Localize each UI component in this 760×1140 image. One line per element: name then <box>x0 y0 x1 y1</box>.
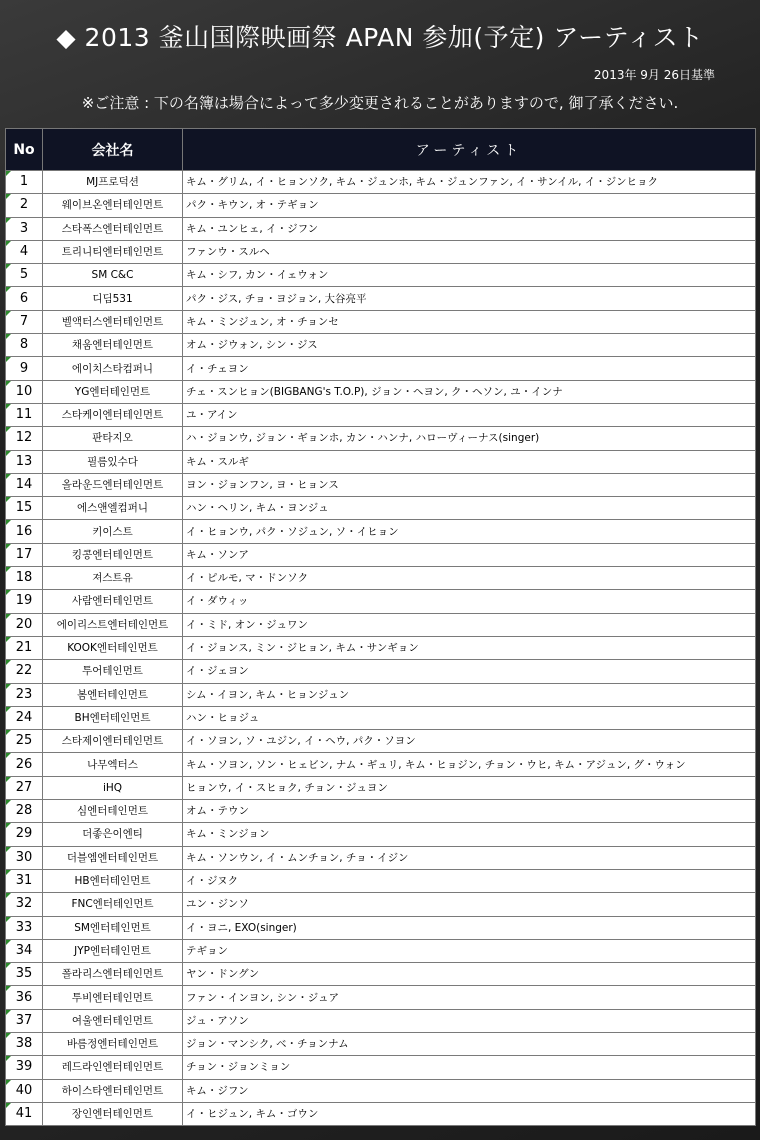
cell-no: 19 <box>6 590 43 613</box>
cell-company: 레드라인엔터테인먼트 <box>43 1056 183 1079</box>
cell-company: 디딤531 <box>43 287 183 310</box>
cell-artist: ジュ・アソン <box>183 1009 756 1032</box>
cell-artist: キム・ミンジュン, オ・チョンセ <box>183 310 756 333</box>
cell-no: 17 <box>6 543 43 566</box>
cell-no: 20 <box>6 613 43 636</box>
cell-company: 나무엑터스 <box>43 753 183 776</box>
cell-company: 트리니티엔터테인먼트 <box>43 240 183 263</box>
cell-company: 킹콩엔터테인먼트 <box>43 543 183 566</box>
cell-no: 23 <box>6 683 43 706</box>
cell-company: FNC엔터테인먼트 <box>43 893 183 916</box>
cell-company: 에스앤엘컴퍼니 <box>43 497 183 520</box>
table-row <box>6 846 756 869</box>
cell-company: SM C&C <box>43 264 183 287</box>
cell-no: 10 <box>6 380 43 403</box>
table-row <box>6 706 756 729</box>
cell-artist: イ・ジヌク <box>183 869 756 892</box>
cell-artist: オム・テウン <box>183 800 756 823</box>
cell-artist: キム・シフ, カン・イェウォン <box>183 264 756 287</box>
cell-company: 채움엔터테인먼트 <box>43 334 183 357</box>
notice-text: ※ご注意 : 下の名簿は場合によって多少変更されることがありますので, 御了承ください. <box>81 94 679 112</box>
artist-table <box>5 128 756 1126</box>
cell-no: 25 <box>6 730 43 753</box>
table-row <box>6 380 756 403</box>
table-row <box>6 310 756 333</box>
page-title: ◆ 2013 釜山国際映画祭 APAN 参加(予定) アーティスト <box>56 23 704 52</box>
header-artist: アーティスト <box>183 129 756 171</box>
cell-no: 39 <box>6 1056 43 1079</box>
table-row <box>6 287 756 310</box>
cell-company: 판타지오 <box>43 427 183 450</box>
cell-company: 웨이브온엔터테인먼트 <box>43 194 183 217</box>
cell-company: 벨액터스엔터테인먼트 <box>43 310 183 333</box>
cell-artist: ヤン・ドングン <box>183 963 756 986</box>
cell-company: 필름있수다 <box>43 450 183 473</box>
cell-no: 3 <box>6 217 43 240</box>
cell-no: 33 <box>6 916 43 939</box>
cell-artist: ファンウ・スルヘ <box>183 240 756 263</box>
cell-artist: イ・ダウィッ <box>183 590 756 613</box>
cell-artist: キム・ソンア <box>183 543 756 566</box>
cell-company: 사람엔터테인먼트 <box>43 590 183 613</box>
cell-artist: シム・イヨン, キム・ヒョンジュン <box>183 683 756 706</box>
table-row <box>6 823 756 846</box>
cell-no: 18 <box>6 567 43 590</box>
table-row <box>6 1056 756 1079</box>
cell-company: 하이스타엔터테인먼트 <box>43 1079 183 1102</box>
cell-artist: キム・ジフン <box>183 1079 756 1102</box>
table-row <box>6 776 756 799</box>
cell-company: iHQ <box>43 776 183 799</box>
cell-artist: ヒョンウ, イ・スヒョク, チョン・ジュヨン <box>183 776 756 799</box>
cell-no: 16 <box>6 520 43 543</box>
cell-company: 봄엔터테인먼트 <box>43 683 183 706</box>
cell-company: 더좋은이엔티 <box>43 823 183 846</box>
cell-artist: ファン・インヨン, シン・ジュア <box>183 986 756 1009</box>
cell-artist: チェ・スンヒョン(BIGBANG's T.O.P), ジョン・ヘヨン, ク・ヘソン, ユ・インナ <box>183 380 756 403</box>
cell-artist: テギョン <box>183 939 756 962</box>
cell-artist: ヨン・ジョンフン, ヨ・ヒョンス <box>183 473 756 496</box>
cell-no: 37 <box>6 1009 43 1032</box>
table-row <box>6 869 756 892</box>
table-row <box>6 240 756 263</box>
cell-artist: ユン・ジンソ <box>183 893 756 916</box>
cell-company: YG엔터테인먼트 <box>43 380 183 403</box>
table-row <box>6 450 756 473</box>
table-row <box>6 497 756 520</box>
table-row <box>6 543 756 566</box>
cell-no: 5 <box>6 264 43 287</box>
cell-company: 에이치스타컴퍼니 <box>43 357 183 380</box>
table-row <box>6 403 756 426</box>
cell-company: MJ프로덕션 <box>43 171 183 194</box>
cell-company: 여울엔터테인먼트 <box>43 1009 183 1032</box>
reference-date: 2013年 9月 26日基準 <box>593 68 715 82</box>
cell-company: 심엔터테인먼트 <box>43 800 183 823</box>
cell-no: 13 <box>6 450 43 473</box>
cell-company: 에이리스트엔터테인먼트 <box>43 613 183 636</box>
table-header-row <box>6 129 756 171</box>
cell-company: HB엔터테인먼트 <box>43 869 183 892</box>
table-row <box>6 264 756 287</box>
cell-no: 11 <box>6 403 43 426</box>
cell-company: 스타폭스엔터테인먼트 <box>43 217 183 240</box>
cell-company: 투비엔터테인먼트 <box>43 986 183 1009</box>
cell-no: 8 <box>6 334 43 357</box>
cell-no: 32 <box>6 893 43 916</box>
cell-artist: キム・ソンウン, イ・ムンチョン, チョ・イジン <box>183 846 756 869</box>
cell-artist: チョン・ジョンミョン <box>183 1056 756 1079</box>
header-company: 会社名 <box>43 129 183 171</box>
table-row <box>6 730 756 753</box>
table-row <box>6 963 756 986</box>
cell-no: 30 <box>6 846 43 869</box>
cell-company: 폴라리스엔터테인먼트 <box>43 963 183 986</box>
cell-artist: キム・ソヨン, ソン・ヒェビン, ナム・ギュリ, キム・ヒョジン, チョン・ウヒ, キム・アジュン, グ・ウォン <box>183 753 756 776</box>
cell-no: 38 <box>6 1032 43 1055</box>
cell-artist: キム・スルギ <box>183 450 756 473</box>
cell-artist: パク・キウン, オ・テギョン <box>183 194 756 217</box>
cell-no: 14 <box>6 473 43 496</box>
cell-no: 4 <box>6 240 43 263</box>
table-row <box>6 217 756 240</box>
table-row <box>6 613 756 636</box>
cell-artist: イ・ヒョンウ, パク・ソジュン, ソ・イヒョン <box>183 520 756 543</box>
table-row <box>6 567 756 590</box>
cell-no: 36 <box>6 986 43 1009</box>
cell-no: 12 <box>6 427 43 450</box>
cell-no: 34 <box>6 939 43 962</box>
table-row <box>6 357 756 380</box>
cell-company: KOOK엔터테인먼트 <box>43 636 183 659</box>
cell-artist: ハ・ジョンウ, ジョン・ギョンホ, カン・ハンナ, ハローヴィーナス(singer) <box>183 427 756 450</box>
cell-company: 져스트유 <box>43 567 183 590</box>
table-row <box>6 916 756 939</box>
table-row <box>6 636 756 659</box>
cell-company: 투어테인먼트 <box>43 660 183 683</box>
table-row <box>6 590 756 613</box>
table-row <box>6 194 756 217</box>
cell-artist: キム・ユンヒェ, イ・ジフン <box>183 217 756 240</box>
cell-no: 15 <box>6 497 43 520</box>
cell-company: 장인엔터테인먼트 <box>43 1102 183 1125</box>
table-row <box>6 660 756 683</box>
cell-company: BH엔터테인먼트 <box>43 706 183 729</box>
cell-artist: イ・ピルモ, マ・ドンソク <box>183 567 756 590</box>
cell-no: 9 <box>6 357 43 380</box>
cell-no: 1 <box>6 171 43 194</box>
table-row <box>6 986 756 1009</box>
cell-artist: オム・ジウォン, シン・ジス <box>183 334 756 357</box>
cell-company: 스타케이엔터테인먼트 <box>43 403 183 426</box>
cell-no: 21 <box>6 636 43 659</box>
cell-company: 키이스트 <box>43 520 183 543</box>
table-row <box>6 473 756 496</box>
cell-no: 27 <box>6 776 43 799</box>
cell-artist: イ・ヨニ, EXO(singer) <box>183 916 756 939</box>
cell-no: 2 <box>6 194 43 217</box>
table-row <box>6 1032 756 1055</box>
cell-artist: ユ・アイン <box>183 403 756 426</box>
table-row <box>6 939 756 962</box>
table-row <box>6 753 756 776</box>
cell-company: 올라운드엔터테인먼트 <box>43 473 183 496</box>
cell-no: 29 <box>6 823 43 846</box>
cell-artist: イ・ヒジュン, キム・ゴウン <box>183 1102 756 1125</box>
table-row <box>6 800 756 823</box>
table-row <box>6 1079 756 1102</box>
cell-no: 24 <box>6 706 43 729</box>
cell-no: 7 <box>6 310 43 333</box>
table-row <box>6 171 756 194</box>
cell-no: 26 <box>6 753 43 776</box>
cell-company: 더블엠엔터테인먼트 <box>43 846 183 869</box>
cell-artist: ジョン・マンシク, ベ・チョンナム <box>183 1032 756 1055</box>
cell-no: 6 <box>6 287 43 310</box>
table-row <box>6 683 756 706</box>
table-row <box>6 1009 756 1032</box>
cell-company: JYP엔터테인먼트 <box>43 939 183 962</box>
cell-company: SM엔터테인먼트 <box>43 916 183 939</box>
cell-no: 31 <box>6 869 43 892</box>
cell-no: 41 <box>6 1102 43 1125</box>
table-row <box>6 893 756 916</box>
cell-no: 40 <box>6 1079 43 1102</box>
cell-artist: イ・ソヨン, ソ・ユジン, イ・ヘウ, パク・ソヨン <box>183 730 756 753</box>
cell-artist: イ・ジョンス, ミン・ジヒョン, キム・サンギョン <box>183 636 756 659</box>
cell-artist: キム・グリム, イ・ヒョンソク, キム・ジュンホ, キム・ジュンファン, イ・サンイル, イ・ジンヒョク <box>183 171 756 194</box>
cell-artist: ハン・ヘリン, キム・ヨンジュ <box>183 497 756 520</box>
table-row <box>6 427 756 450</box>
table-row <box>6 334 756 357</box>
table-row <box>6 1102 756 1125</box>
cell-artist: イ・ジェヨン <box>183 660 756 683</box>
table-row <box>6 520 756 543</box>
cell-company: 스타제이엔터테인먼트 <box>43 730 183 753</box>
header-no: No <box>6 129 43 171</box>
cell-no: 35 <box>6 963 43 986</box>
cell-artist: ハン・ヒョジュ <box>183 706 756 729</box>
cell-artist: パク・ジス, チョ・ヨジョン, 大谷亮平 <box>183 287 756 310</box>
cell-artist: イ・チェヨン <box>183 357 756 380</box>
cell-company: 바름정엔터테인먼트 <box>43 1032 183 1055</box>
cell-no: 22 <box>6 660 43 683</box>
cell-artist: イ・ミド, オン・ジュワン <box>183 613 756 636</box>
cell-artist: キム・ミンジョン <box>183 823 756 846</box>
cell-no: 28 <box>6 800 43 823</box>
